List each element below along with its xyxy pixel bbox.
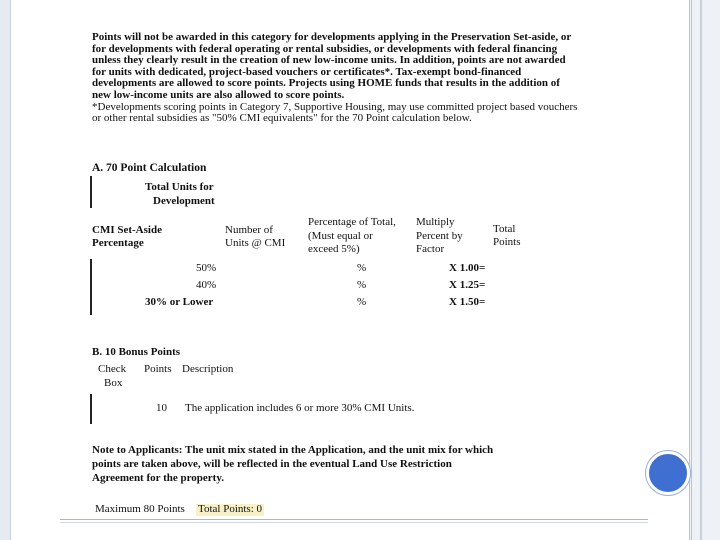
multiply-header-line3: Factor xyxy=(416,243,445,255)
cmi-header-line2: Percentage xyxy=(92,237,144,249)
multiply-header-line2: Percent by xyxy=(416,230,463,242)
units-header: Number of xyxy=(225,224,273,236)
points-header: Points xyxy=(144,363,172,375)
checkbox-field-marker[interactable] xyxy=(90,394,92,424)
percentage-header-line2: (Must equal or xyxy=(308,230,373,242)
intro-line: developments are allowed to score points. Projects using HOME funds that results in the addition of xyxy=(92,77,560,90)
total-units-label: Total Units for xyxy=(145,181,214,193)
note-line: points are taken above, will be reflected in the eventual Land Use Restriction xyxy=(92,458,452,470)
section-b-title: B. 10 Bonus Points xyxy=(92,346,181,358)
percentage-header-line3: exceed 5%) xyxy=(308,243,360,255)
factor-cell: X 1.25= xyxy=(449,279,486,291)
section-a-title: A. 70 Point Calculation xyxy=(92,162,207,174)
note-line: Note to Applicants: The unit mix stated in the Application, and the unit mix for which xyxy=(92,444,494,456)
bottom-rule-secondary xyxy=(60,522,648,523)
cmi-header: CMI Set-Aside xyxy=(92,224,162,236)
intro-paragraph xyxy=(92,32,632,125)
pct-cell: % xyxy=(357,279,367,291)
pct-cell: % xyxy=(357,296,367,308)
total-points-header-line2: Points xyxy=(493,236,521,248)
cmi-row-50: 50% xyxy=(196,262,217,274)
footnote-line: or other rental subsidies as "50% CMI equivalents" for the 70 Point calculation below. xyxy=(92,112,472,125)
total-points-header: Total xyxy=(493,223,516,235)
pct-cell: % xyxy=(357,262,367,274)
intro-line: Points will not be awarded in this category for developments applying in the Preservation Set-aside, or xyxy=(92,31,572,43)
maximum-points-label: Maximum 80 Points xyxy=(95,503,185,515)
slide-ornament-circle xyxy=(646,451,690,495)
cmi-row-30: 30% or Lower xyxy=(145,296,214,308)
intro-line: for developments with federal operating or rental subsidies, or developments with federal financing xyxy=(92,42,558,55)
factor-cell: X 1.00= xyxy=(449,262,486,274)
field-marker-bar xyxy=(90,176,92,208)
total-units-label-line2: Development xyxy=(153,195,215,207)
check-box-header: Check xyxy=(98,363,127,375)
total-points-field[interactable]: Total Points: 0 xyxy=(198,503,263,515)
left-frame-border xyxy=(0,0,11,540)
bonus-description: The application includes 6 or more 30% CMI Units. xyxy=(185,402,415,414)
units-header-line2: Units @ CMI xyxy=(225,237,286,249)
factor-cell: X 1.50= xyxy=(449,296,486,308)
bonus-points-value: 10 xyxy=(156,402,167,414)
note-line: Agreement for the property. xyxy=(92,472,224,484)
cmi-row-40: 40% xyxy=(196,279,217,291)
intro-line: unless they clearly result in the creation of new low-income units. In addition, points are not awarded xyxy=(92,54,566,67)
field-marker-bar xyxy=(90,259,92,315)
intro-line: for units with dedicated, project-based vouchers or certificates*. Tax-exempt bond-financed xyxy=(92,65,522,78)
multiply-header: Multiply xyxy=(416,216,455,228)
bottom-rule xyxy=(60,519,648,520)
check-box-header-line2: Box xyxy=(104,377,123,389)
description-header: Description xyxy=(182,363,234,375)
right-frame-border xyxy=(689,0,720,540)
intro-line: new low-income units are also allowed to score points. xyxy=(92,88,345,101)
footnote-line: *Developments scoring points in Category 7, Supportive Housing, may use committed project based vouchers xyxy=(92,100,578,113)
percentage-header: Percentage of Total, xyxy=(308,216,396,228)
